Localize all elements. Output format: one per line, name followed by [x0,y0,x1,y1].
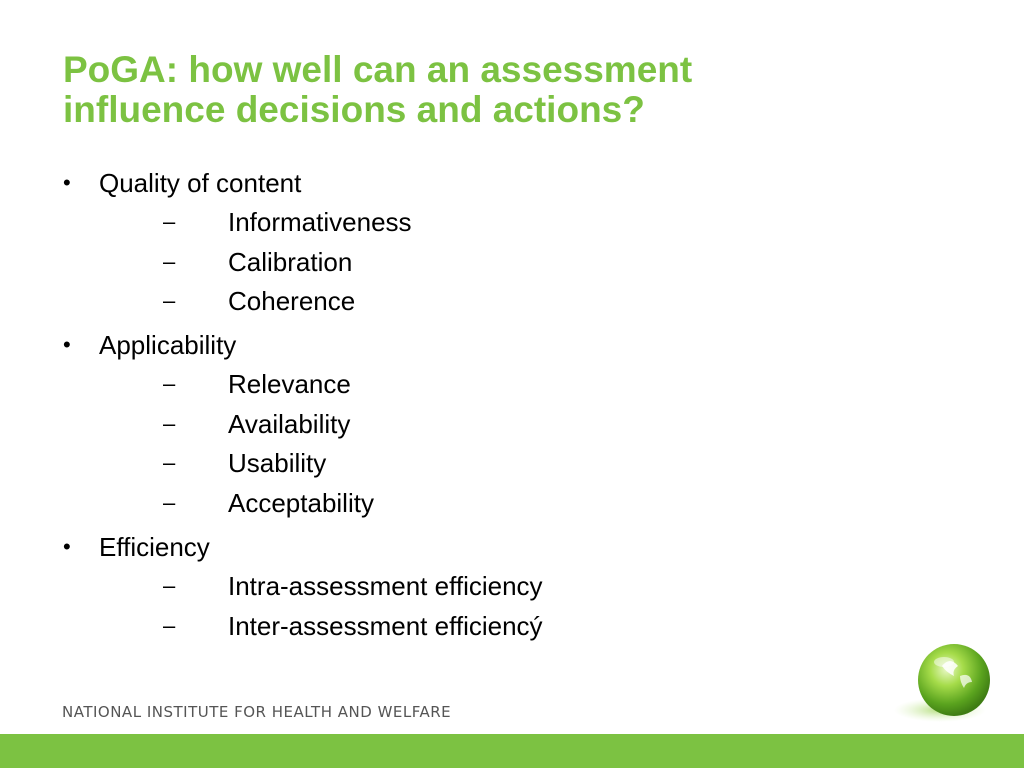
dash-marker: – [163,490,176,515]
slide-title-line-2: influence decisions and actions? [63,89,645,130]
sub-item-usability: Usability [228,448,327,478]
sub-item-intra-assessment-efficiency: Intra-assessment efficiency [228,571,543,601]
footer-bar [0,734,1024,768]
bullet-item-applicability: Applicability [99,330,237,360]
dash-marker: – [163,411,176,436]
sub-item-coherence: Coherence [228,286,356,316]
dash-marker: – [163,249,176,274]
dash-marker: – [163,209,176,234]
green-globe-logo-icon [890,636,1000,726]
dash-marker: – [163,613,176,638]
bullet-item-efficiency: Efficiency [99,532,210,562]
dash-marker: – [163,573,176,598]
sub-item-inter-assessment-efficiency: Inter-assessment efficiencý [228,611,543,641]
sub-item-relevance: Relevance [228,369,351,399]
dash-marker: – [163,371,176,396]
slide-title-line-1: PoGA: how well can an assessment [63,49,693,90]
bullet-marker: • [63,534,71,559]
sub-item-calibration: Calibration [228,247,353,277]
bullet-item-quality-of-content: Quality of content [99,168,302,198]
dash-marker: – [163,288,176,313]
dash-marker: – [163,450,176,475]
organization-name: NATIONAL INSTITUTE FOR HEALTH AND WELFARE [62,703,452,721]
sub-item-availability: Availability [228,409,351,439]
sub-item-informativeness: Informativeness [228,207,412,237]
bullet-marker: • [63,332,71,357]
sub-item-acceptability: Acceptability [228,488,374,518]
bullet-marker: • [63,170,71,195]
